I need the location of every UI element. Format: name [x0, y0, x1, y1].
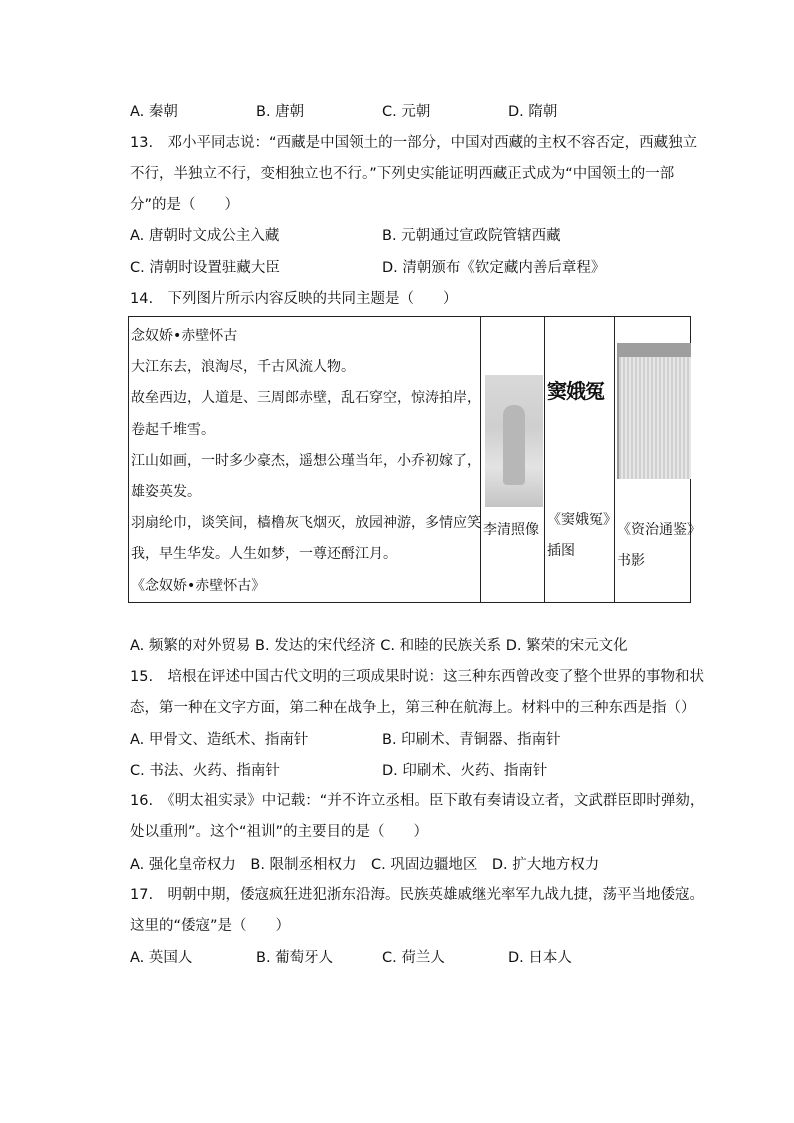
portrait-image	[485, 375, 543, 507]
q17-option-c: C. 荷兰人	[382, 950, 445, 966]
q12-option-d: D. 隋朝	[508, 104, 558, 120]
q14-stem: 14. 下列图片所示内容反映的共同主题是（ ）	[130, 291, 458, 307]
q15-option-b: B. 印刷术、青铜器、指南针	[382, 732, 561, 748]
q17-stem: 17. 明朝中期，倭寇疯狂进犯浙东沿海。民族英雄戚继光率军九战九捷，荡平当地倭寇。这里的“倭寇”是（ ）	[130, 887, 705, 934]
q12-option-a: A. 秦朝	[130, 104, 178, 120]
poem-line: 卷起千堆雪。	[131, 421, 215, 438]
poem-line: 江山如画，一时多少豪杰，遥想公瑾当年，小乔初嫁了，	[131, 452, 481, 469]
q16-stem: 16. 《明太祖实录》中记载：“并不许立丞相。臣下敢有奏请设立者，文武群臣即时弹劾，处以重刑”。这个“祖训”的主要目的是（ ）	[130, 793, 705, 840]
image-cell-li-qingzhao	[481, 317, 545, 603]
q13-stem: 13. 邓小平同志说：“西藏是中国领土的一部分，中国对西藏的主权不容否定，西藏独立不行，半独立不行，变相独立也不行。”下列史实能证明西藏正式成为“中国领土的一部分”的是（ ）	[130, 135, 698, 213]
poem-line: 大江东去，浪淘尽，千古风流人物。	[131, 359, 355, 376]
q17-option-a: A. 英国人	[130, 950, 193, 966]
q15-stem: 15. 培根在评述中国古代文明的三项成果时说：这三种东西曾改变了整个世界的事物和状态，第一种在文字方面，第二种在战争上，第三种在航海上。材料中的三种东西是指（）	[130, 669, 705, 716]
q14-options: A. 频繁的对外贸易 B. 发达的宋代经济 C. 和睦的民族关系 D. 繁荣的宋元文化	[130, 638, 628, 654]
image-caption: 李清照像	[483, 522, 539, 538]
image-cell-dou-e-yuan	[545, 317, 615, 603]
calligraphy-image: 窦娥冤	[547, 379, 604, 403]
poem-source: 《念奴娇•赤壁怀古》	[131, 577, 266, 594]
q15-option-a: A. 甲骨文、造纸术、指南针	[130, 732, 309, 748]
poem-title: 念奴娇•赤壁怀古	[131, 328, 238, 344]
q14-material-table	[128, 316, 701, 603]
poem-line: 我，早生华发。人生如梦，一尊还酹江月。	[131, 546, 397, 563]
book-page-image	[617, 343, 691, 479]
poem-line: 羽扇纶巾，谈笑间，樯橹灰飞烟灭，放园神游，多情应笑	[131, 515, 481, 532]
q12-option-c: C. 元朝	[382, 104, 431, 120]
q12-option-b: B. 唐朝	[256, 104, 305, 120]
poem-line: 雄姿英发。	[131, 484, 201, 501]
image-caption: 《资治通鉴》	[617, 522, 701, 538]
image-caption: 插图	[547, 543, 575, 559]
q17-option-b: B. 葡萄牙人	[256, 950, 334, 966]
q13-option-b: B. 元朝通过宣政院管辖西藏	[382, 228, 561, 244]
q13-option-a: A. 唐朝时文成公主入藏	[130, 228, 280, 244]
image-cell-zizhi-tongjian	[615, 317, 701, 603]
image-caption: 书影	[617, 553, 645, 569]
q13-option-d: D. 清朝颁布《钦定藏内善后章程》	[382, 260, 606, 276]
q15-option-c: C. 书法、火药、指南针	[130, 763, 280, 779]
q15-option-d: D. 印刷术、火药、指南针	[382, 763, 548, 779]
q17-option-d: D. 日本人	[508, 950, 572, 966]
image-caption: 《窦娥冤》	[547, 512, 617, 528]
q13-option-c: C. 清朝时设置驻藏大臣	[130, 260, 280, 276]
q16-options: A. 强化皇帝权力 B. 限制丞相权力 C. 巩固边疆地区 D. 扩大地方权力	[130, 857, 600, 873]
poem-cell	[129, 317, 481, 603]
poem-line: 故垒西边，人道是、三周郎赤壁，乱石穿空，惊涛拍岸，	[131, 390, 481, 407]
